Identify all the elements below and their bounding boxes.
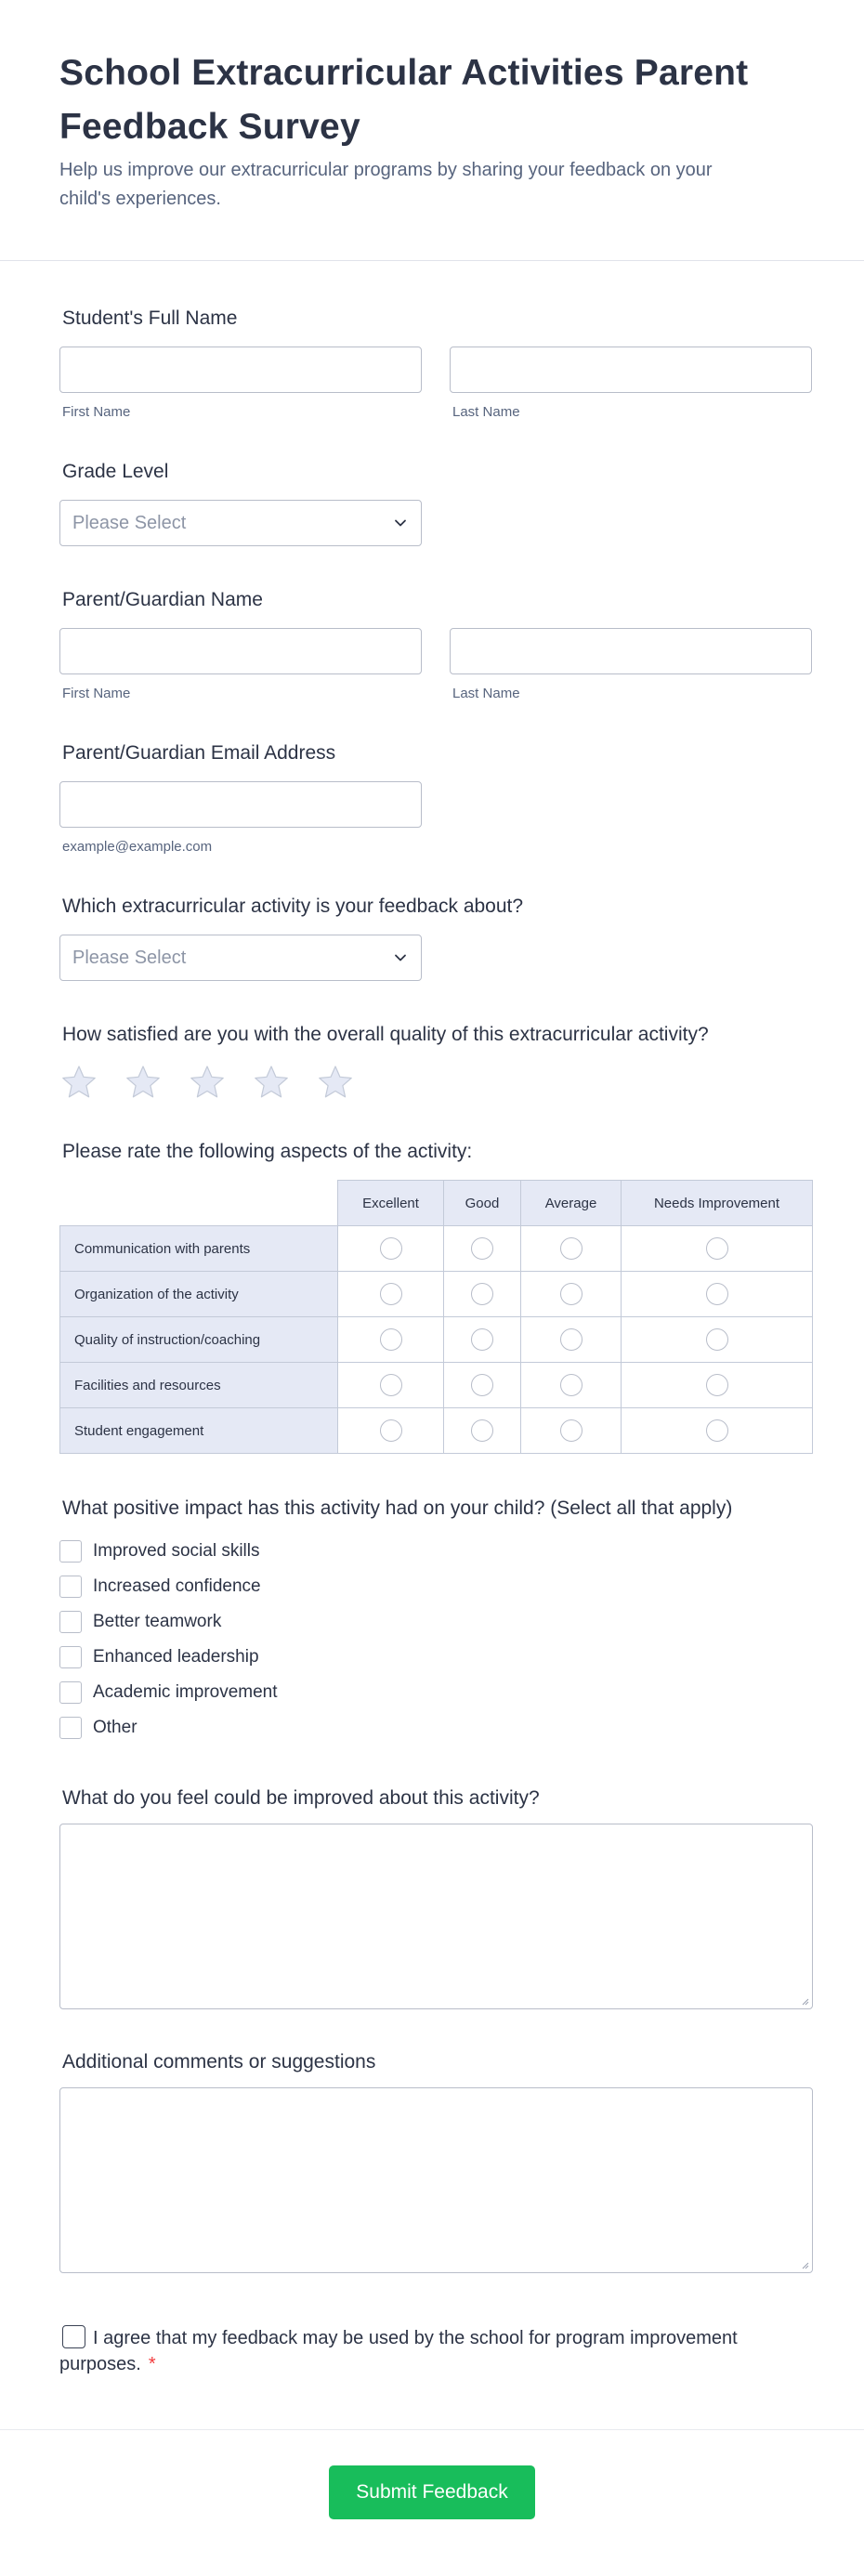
parent-email-field [59, 741, 805, 855]
rating-radio[interactable] [560, 1237, 583, 1260]
matrix-row-label: Quality of instruction/coaching [60, 1317, 338, 1363]
comments-textarea[interactable] [59, 2087, 813, 2273]
required-mark: * [148, 2354, 156, 2374]
star-icon[interactable] [60, 1064, 98, 1101]
aspects-matrix [59, 1180, 813, 1454]
matrix-row [60, 1317, 813, 1363]
star-rating [59, 1064, 805, 1101]
rating-radio[interactable] [380, 1374, 402, 1396]
satisfaction-label: How satisfied are you with the overall quality of this extracurricular activity? [62, 1024, 709, 1045]
consent-label [59, 2325, 766, 2377]
matrix-row [60, 1272, 813, 1317]
impact-checkbox[interactable] [59, 1611, 82, 1633]
aspects-label: Please rate the following aspects of the activity: [62, 1141, 473, 1162]
grade-level-label: Grade Level [62, 461, 169, 482]
rating-radio[interactable] [560, 1328, 583, 1351]
impact-option-label: Enhanced leadership [93, 1647, 259, 1667]
satisfaction-field [59, 1023, 805, 1101]
comments-field [59, 2050, 805, 2273]
rating-radio[interactable] [560, 1374, 583, 1396]
grade-level-placeholder: Please Select [72, 512, 187, 533]
form-content [0, 307, 864, 2377]
form-subtitle: Help us improve our extracurricular programs by sharing your feedback on your child's experiences. [59, 160, 713, 209]
parent-name-field [59, 588, 805, 701]
matrix-row-label: Communication with parents [60, 1226, 338, 1272]
activity-placeholder: Please Select [72, 947, 187, 968]
chevron-down-icon [393, 950, 408, 965]
student-last-name-input[interactable] [450, 347, 812, 393]
rating-radio[interactable] [471, 1374, 493, 1396]
rating-radio[interactable] [706, 1419, 728, 1442]
rating-radio[interactable] [706, 1328, 728, 1351]
rating-radio[interactable] [380, 1328, 402, 1351]
student-last-name-sublabel: Last Name [452, 404, 520, 420]
rating-radio[interactable] [706, 1374, 728, 1396]
matrix-column-header: Good [444, 1181, 521, 1226]
matrix-row-label: Facilities and resources [60, 1363, 338, 1408]
consent-text: I agree that my feedback may be used by the school for program improvement purposes. [59, 2328, 738, 2374]
rating-radio[interactable] [380, 1419, 402, 1442]
impact-option-label: Other [93, 1718, 137, 1737]
impact-checkbox[interactable] [59, 1681, 82, 1704]
resize-grip-icon[interactable] [800, 2260, 809, 2269]
parent-first-name-sublabel: First Name [62, 686, 131, 701]
parent-email-input[interactable] [59, 781, 422, 828]
student-name-field [59, 307, 805, 420]
parent-last-name-sublabel: Last Name [452, 686, 520, 701]
impact-option-label: Increased confidence [93, 1576, 261, 1596]
grade-level-field [59, 460, 805, 546]
matrix-column-header: Excellent [338, 1181, 444, 1226]
chevron-down-icon [393, 516, 408, 530]
matrix-row-label: Organization of the activity [60, 1272, 338, 1317]
student-first-name-sublabel: First Name [62, 404, 131, 420]
matrix-row [60, 1408, 813, 1454]
impact-option-label: Academic improvement [93, 1682, 278, 1702]
improvements-field [59, 1786, 805, 2009]
rating-radio[interactable] [471, 1283, 493, 1305]
rating-radio[interactable] [560, 1283, 583, 1305]
impact-option-label: Improved social skills [93, 1541, 260, 1561]
rating-radio[interactable] [380, 1237, 402, 1260]
rating-radio[interactable] [706, 1283, 728, 1305]
star-icon[interactable] [189, 1064, 226, 1101]
impact-options [59, 1534, 805, 1746]
matrix-corner [60, 1181, 338, 1226]
parent-last-name-input[interactable] [450, 628, 812, 674]
rating-radio[interactable] [471, 1419, 493, 1442]
improvements-textarea[interactable] [59, 1824, 813, 2009]
impact-option[interactable] [59, 1534, 805, 1569]
matrix-column-header: Average [521, 1181, 622, 1226]
impact-checkbox[interactable] [59, 1717, 82, 1739]
impact-checkbox[interactable] [59, 1540, 82, 1563]
impact-checkbox[interactable] [59, 1576, 82, 1598]
activity-label: Which extracurricular activity is your feedback about? [62, 896, 524, 917]
matrix-row-label: Student engagement [60, 1408, 338, 1454]
impact-option[interactable] [59, 1604, 805, 1640]
improvements-label: What do you feel could be improved about this activity? [62, 1787, 540, 1809]
rating-radio[interactable] [706, 1237, 728, 1260]
student-name-label: Student's Full Name [62, 307, 238, 329]
rating-radio[interactable] [471, 1328, 493, 1351]
matrix-column-header: Needs Improvement [622, 1181, 813, 1226]
impact-field [59, 1497, 805, 1746]
impact-option-label: Better teamwork [93, 1612, 222, 1631]
consent-checkbox[interactable] [62, 2325, 85, 2348]
activity-field [59, 895, 805, 981]
impact-option[interactable] [59, 1569, 805, 1604]
form-footer [0, 2429, 864, 2567]
rating-radio[interactable] [471, 1237, 493, 1260]
parent-email-sublabel: example@example.com [62, 839, 213, 855]
form-header [0, 0, 864, 261]
impact-option[interactable] [59, 1640, 805, 1675]
star-icon[interactable] [253, 1064, 290, 1101]
grade-level-select[interactable] [59, 500, 422, 546]
form-title: School Extracurricular Activities Parent Feedback Survey [59, 53, 749, 147]
resize-grip-icon[interactable] [800, 1996, 809, 2006]
aspects-field [59, 1140, 805, 1454]
parent-name-label: Parent/Guardian Name [62, 589, 263, 610]
impact-checkbox[interactable] [59, 1646, 82, 1668]
impact-option[interactable] [59, 1675, 805, 1710]
matrix-row [60, 1226, 813, 1272]
submit-button[interactable]: Submit Feedback [329, 2465, 535, 2519]
rating-radio[interactable] [560, 1419, 583, 1442]
star-icon[interactable] [317, 1064, 354, 1101]
consent-field [59, 2325, 805, 2377]
parent-first-name-input[interactable] [59, 628, 422, 674]
comments-label: Additional comments or suggestions [62, 2051, 376, 2073]
student-first-name-input[interactable] [59, 347, 422, 393]
star-icon[interactable] [124, 1064, 162, 1101]
rating-radio[interactable] [380, 1283, 402, 1305]
activity-select[interactable] [59, 935, 422, 981]
matrix-row [60, 1363, 813, 1408]
impact-option[interactable] [59, 1710, 805, 1746]
parent-email-label: Parent/Guardian Email Address [62, 742, 336, 764]
impact-label: What positive impact has this activity had on your child? (Select all that apply) [62, 1497, 733, 1519]
